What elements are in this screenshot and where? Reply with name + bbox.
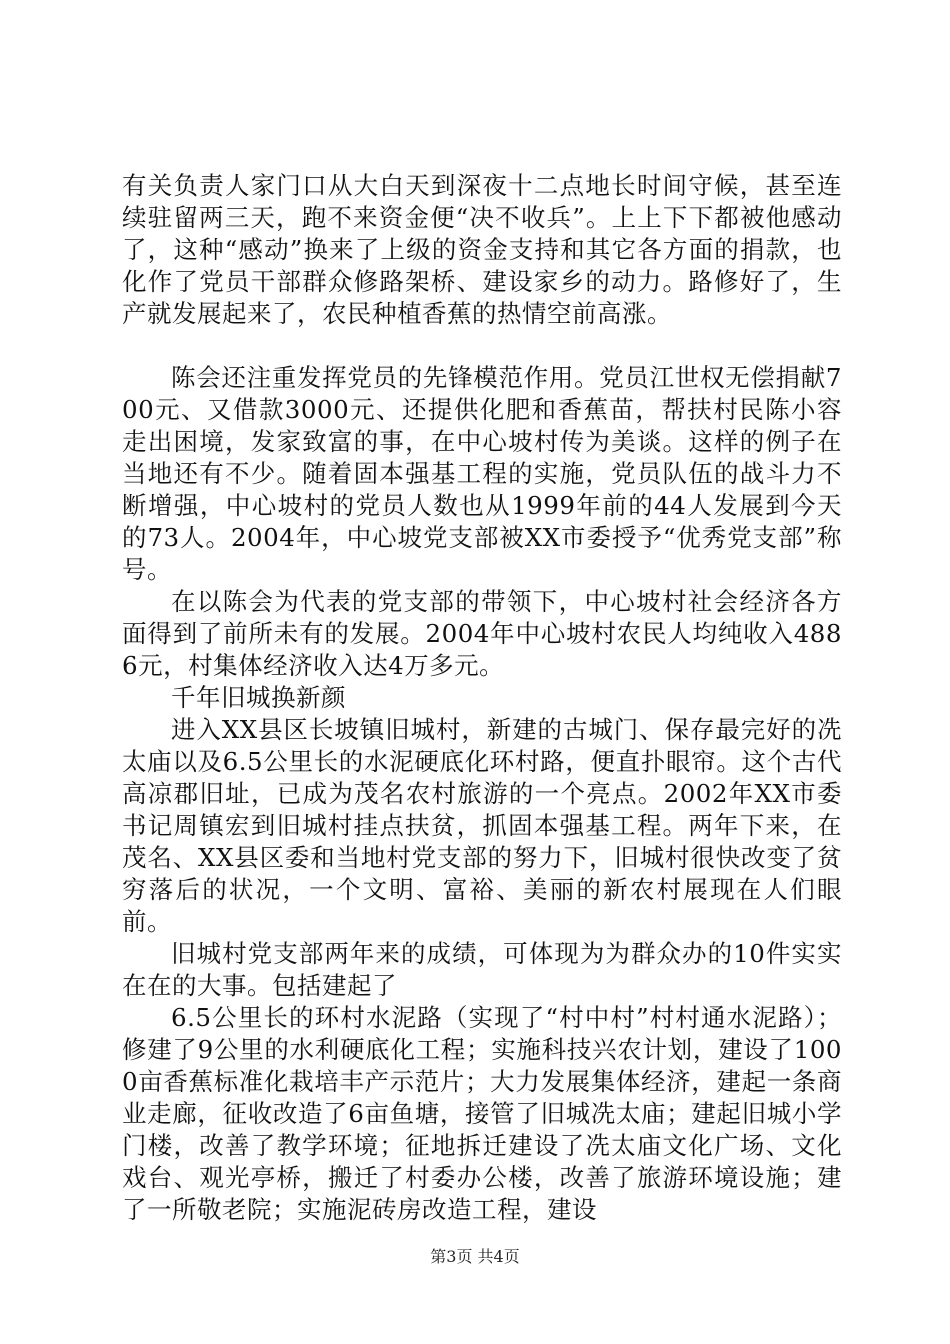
page-footer: 第3页 共4页	[430, 1247, 520, 1266]
paragraph-6: 6.5公里长的环村水泥路（实现了“村中村”村村通水泥路）；修建了9公里的水利硬底化工程；实施科技兴农计划，建设了1000亩香蕉标准化栽培丰产示范片；大力发展集体经济，建起一条商业走廊，征收改造了6亩鱼塘，接管了旧城冼太庙；建起旧城小学门楼，改善了教学环境；征地拆迁建设了冼太庙文化广场、文化戏台、观光亭桥，搬迁了村委办公楼，改善了旅游环境设施；建了一所敬老院；实施泥砖房改造工程，建设	[122, 1003, 842, 1224]
paragraph-1: 有关负责人家门口从大白天到深夜十二点地长时间守候，甚至连续驻留两三天，跑不来资金便“决不收兵”。上上下下都被他感动了，这种“感动”换来了上级的资金支持和其它各方面的捐款，也化作了党员干部群众修路架桥、建设家乡的动力。路修好了，生产就发展起来了，农民种植香蕉的热情空前高涨。	[122, 171, 842, 328]
paragraph-3: 在以陈会为代表的党支部的带领下，中心坡村社会经济各方面得到了前所未有的发展。2004年中心坡村农民人均纯收入4886元，村集体经济收入达4万多元。	[122, 587, 842, 680]
document-body	[122, 170, 842, 1226]
paragraph-4: 进入XX县区长坡镇旧城村，新建的古城门、保存最完好的冼太庙以及6.5公里长的水泥硬底化环村路，便直扑眼帘。这个古代高凉郡旧址，已成为茂名农村旅游的一个亮点。2002年XX市委书记周镇宏到旧城村挂点扶贫，抓固本强基工程。两年下来，在茂名、XX县区委和当地村党支部的努力下，旧城村很快改变了贫穷落后的状况，一个文明、富裕、美丽的新农村展现在人们眼前。	[122, 715, 842, 936]
paragraph-5: 旧城村党支部两年来的成绩，可体现为为群众办的10件实实在在的大事。包括建起了	[122, 939, 842, 1000]
section-heading: 千年旧城换新颜	[171, 683, 346, 712]
paragraph-2: 陈会还注重发挥党员的先锋模范作用。党员江世权无偿捐献700元、又借款3000元、还提供化肥和香蕉苗，帮扶村民陈小容走出困境，发家致富的事，在中心坡村传为美谈。这样的例子在当地还有不少。随着固本强基工程的实施，党员队伍的战斗力不断增强，中心坡村的党员人数也从1999年前的44人发展到今天的73人。2004年，中心坡党支部被XX市委授予“优秀党支部”称号。	[122, 363, 842, 584]
